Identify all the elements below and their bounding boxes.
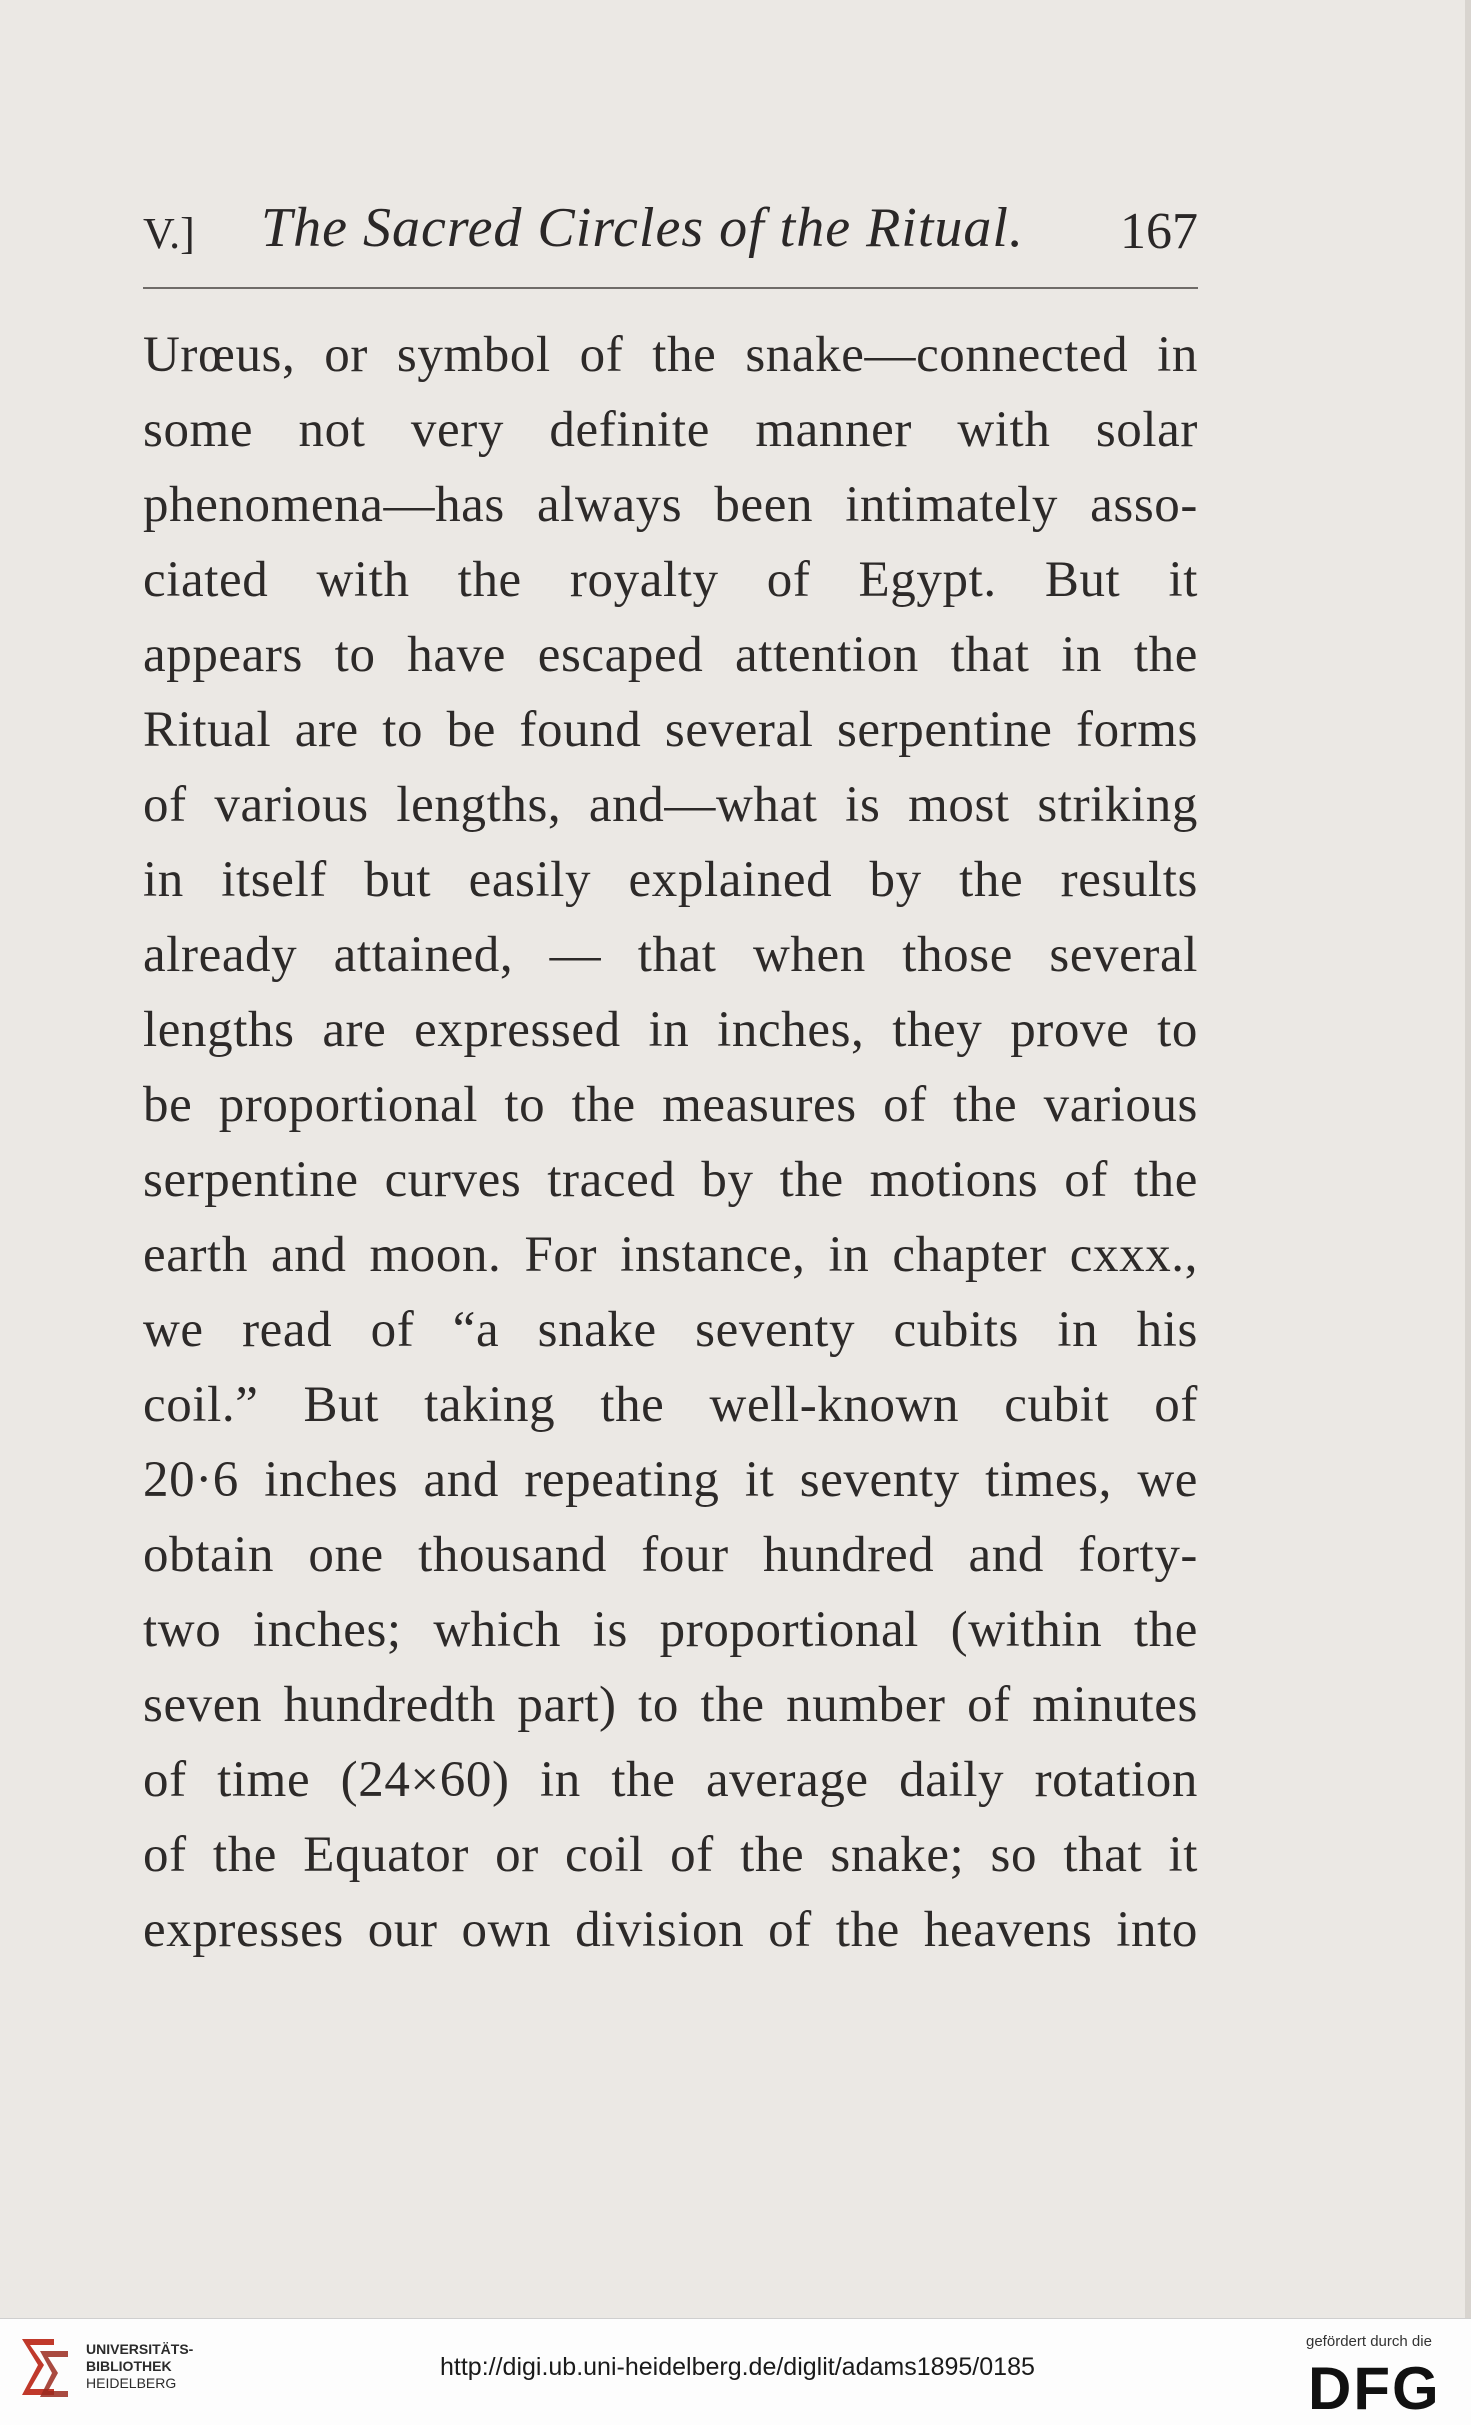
text-line: Ritual are to be found several serpentine forms [143,702,1198,758]
permalink-url[interactable]: http://digi.ub.uni-heidelberg.de/diglit/adams1895/0185 [440,2353,1035,2381]
text-line: expresses our own division of the heavens into [143,1902,1198,1958]
text-line: appears to have escaped attention that in the [143,627,1198,683]
text-line: lengths are expressed in inches, they prove to [143,1002,1198,1058]
page-number: 167 [1120,203,1198,260]
viewer-footer [0,2318,1471,2425]
text-line: in itself but easily explained by the results [143,852,1198,908]
library-logo-icon [14,2329,76,2413]
text-line: Urœus, or symbol of the snake—connected in [143,327,1198,383]
text-line: of time (24×60) in the average daily rotation [143,1752,1198,1808]
running-header [143,190,1198,270]
text-line: serpentine curves traced by the motions of the [143,1152,1198,1208]
text-line: some not very definite manner with solar [143,402,1198,458]
text-line: we read of “a snake seventy cubits in his [143,1302,1198,1358]
text-line: two inches; which is proportional (within the [143,1602,1198,1658]
body-text [143,318,1198,1968]
section-marker: V.] [143,209,195,258]
text-line: be proportional to the measures of the various [143,1077,1198,1133]
header-rule [143,287,1198,289]
text-line: earth and moon. For instance, in chapter cxxx., [143,1227,1198,1283]
text-line: of various lengths, and—what is most striking [143,777,1198,833]
text-line: obtain one thousand four hundred and forty- [143,1527,1198,1583]
text-line: seven hundredth part) to the number of minutes [143,1677,1198,1733]
dfg-logo: DFG [1308,2355,1441,2422]
running-title: The Sacred Circles of the Ritual. [261,197,1024,259]
text-line: ciated with the royalty of Egypt. But it [143,552,1198,608]
library-name: UNIVERSITÄTS- BIBLIOTHEK HEIDELBERG [86,2341,194,2391]
text-line: 20·6 inches and repeating it seventy times, we [143,1452,1198,1508]
page-edge [1465,0,1471,2318]
funding-note: gefördert durch die [1306,2333,1432,2350]
text-line: coil.” But taking the well-known cubit of [143,1377,1198,1433]
text-line: phenomena—has always been intimately asso- [143,477,1198,533]
text-line: of the Equator or coil of the snake; so that it [143,1827,1198,1883]
text-line: already attained, — that when those several [143,927,1198,983]
